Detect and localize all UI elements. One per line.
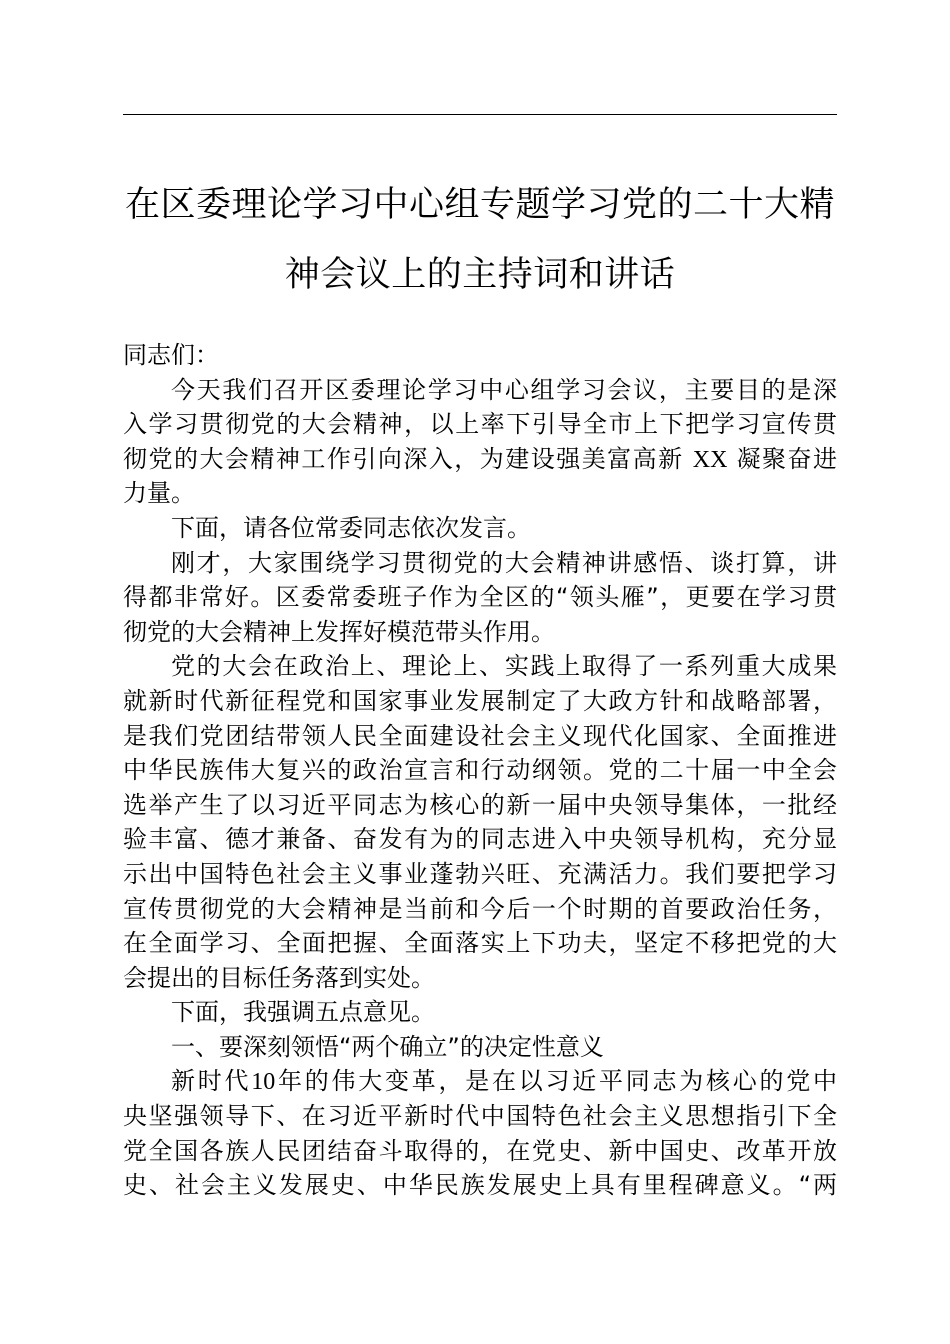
title-line-1: 在区委理论学习中心组专题学习党的二十大精 [124, 185, 835, 225]
paragraph-line: 下面，请各位常委同志依次发言。 [171, 513, 531, 542]
text-run: 凝聚奋进 [736, 444, 838, 473]
paragraph-line: 选举产生了以习近平同志为核心的新一届中央领导集体，一批经 [123, 790, 837, 819]
paragraph-line: 会提出的目标任务落到实处。 [123, 963, 435, 992]
paragraph-line: 下面，我强调五点意见。 [171, 998, 435, 1027]
heading-line: 一、要深刻领悟“两个确立”的决定性意义 [171, 1032, 604, 1061]
paragraph-line: 验丰富、德才兼备、奋发有为的同志进入中央领导机构，充分显 [123, 825, 837, 854]
document-title [110, 170, 850, 310]
paragraph-line: 史、社会主义发展史、中华民族发展史上具有里程碑意义。“两 [123, 1171, 837, 1200]
paragraph-line [123, 1064, 837, 1099]
text-run: 彻党的大会精神工作引向深入，为建设强美富高新 [123, 444, 684, 473]
paragraph-line: 得都非常好。区委常委班子作为全区的“领头雁”，更要在学习贯 [123, 583, 837, 612]
paragraph-line: 入学习贯彻党的大会精神，以上率下引导全市上下把学习宣传贯 [123, 410, 837, 439]
paragraph-line: 今天我们召开区委理论学习中心组学习会议，主要目的是深 [171, 375, 837, 404]
paragraph-line: 就新时代新征程党和国家事业发展制定了大政方针和战略部署， [123, 686, 837, 715]
paragraph-new-era [123, 1064, 837, 1202]
paragraph-speakers [123, 511, 837, 546]
text-run: 新时代 [171, 1067, 252, 1096]
paragraph-line: 央坚强领导下、在习近平新时代中国特色社会主义思想指引下全 [123, 1102, 837, 1131]
section-heading-1 [123, 1030, 837, 1065]
document-body [123, 338, 837, 1203]
paragraph-line [123, 442, 837, 477]
title-line-2: 神会议上的主持词和讲话 [284, 255, 676, 295]
paragraph-summary [123, 546, 837, 650]
paragraph-line: 宣传贯彻党的大会精神是当前和今后一个时期的首要政治任务， [123, 894, 837, 923]
paragraph-line: 力量。 [123, 479, 195, 508]
paragraph-line: 在全面学习、全面把握、全面落实上下功夫，坚定不移把党的大 [123, 929, 837, 958]
header-rule [123, 114, 837, 115]
paragraph-line: 中华民族伟大复兴的政治宣言和行动纲领。党的二十届一中全会 [123, 756, 837, 785]
paragraph-five-points [123, 995, 837, 1030]
number: 10 [251, 1069, 276, 1096]
paragraph-line: 示出中国特色社会主义事业蓬勃兴旺、充满活力。我们要把学习 [123, 859, 837, 888]
paragraph-line: 是我们党团结带领人民全面建设社会主义现代化国家、全面推进 [123, 721, 837, 750]
text-run: 年的伟大变革，是在以习近平同志为核心的党中 [275, 1067, 837, 1096]
place-name: XX [692, 446, 728, 473]
paragraph-line: 党的大会在政治上、理论上、实践上取得了一系列重大成果 [171, 652, 837, 681]
paragraph-line: 党全国各族人民团结奋斗取得的，在党史、新中国史、改革开放 [123, 1136, 837, 1165]
paragraph-line: 刚才，大家围绕学习贯彻党的大会精神讲感悟、谈打算，讲 [171, 548, 837, 577]
paragraph-congress [123, 649, 837, 995]
paragraph-opening [123, 373, 837, 511]
salutation: 同志们： [123, 341, 219, 369]
paragraph-line: 彻党的大会精神上发挥好模范带头作用。 [123, 617, 555, 646]
